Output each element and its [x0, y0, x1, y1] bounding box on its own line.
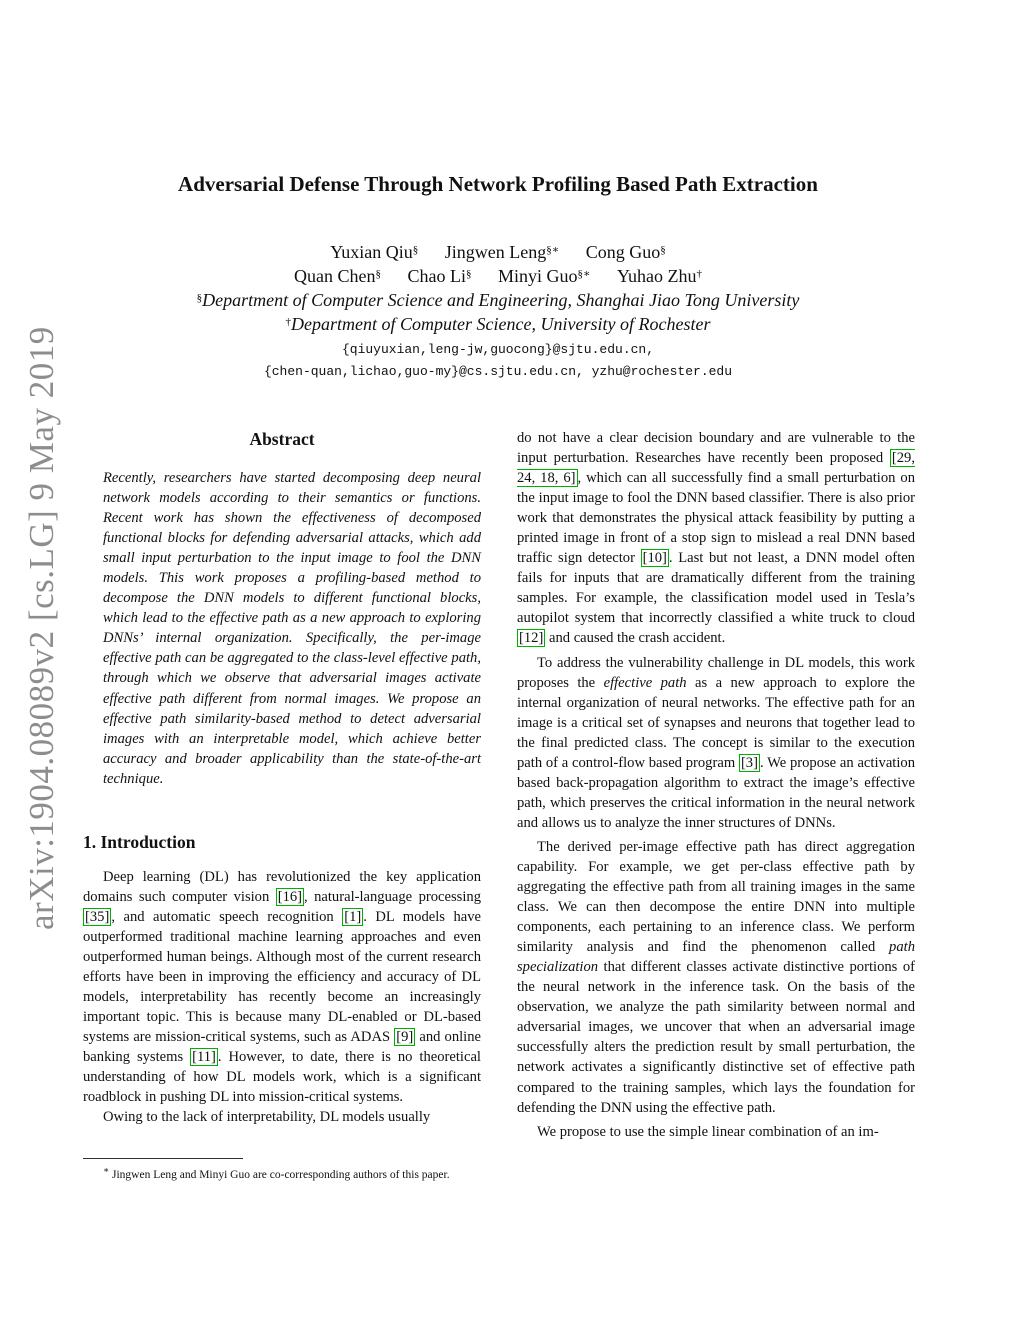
author-row	[80, 240, 916, 264]
author-name: Cong Guo§	[585, 242, 666, 262]
right-column	[517, 428, 915, 1142]
author-name: Minyi Guo§∗	[497, 266, 591, 286]
abstract-text: Recently, researchers have started decomposing deep neural network models according to their semantics or functions. Recent work has shown the effectiveness of decomposed functional blocks for defending adversarial attacks, which add small input perturbation to the input image to fool the DNN models. This work proposes a profiling-based method to decompose the DNN models to different functional blocks, which lead to the effective path as a new approach to exploring DNNs’ internal organization. Specifically, the per-image effective path can be aggregated to the class-level effective path, through which we observe that adversarial images activate effective path different from normal images. We propose an effective path similarity-based method to detect adversarial images with an interpretable model, which achieve better accuracy and broader applicability than the state-of-the-art technique.	[103, 470, 481, 787]
intro-paragraph-2-continued: do not have a clear decision boundary and are vulnerable to the input perturbation. Researches have recently been proposed [29, 24, 18, 6] , which can all successfully find a small perturbation on the input image to fool the DNN based classifier. There is also prior work that demonstrates the physical attack feasibility by putting a printed image in front of a stop sign to mislead a real DNN based traffic sign detector [10] . Last but not least, a DNN model often fails for inputs that are dramatically different from the training samples. For example, the classification model used in Tesla’s autopilot system that incorrectly classified a white truck to cloud [12] and caused the crash accident.	[517, 430, 915, 647]
author-block	[80, 240, 916, 382]
citation-link[interactable]: [35]	[85, 908, 110, 925]
affiliation-rochester: †Department of Computer Science, University of Rochester	[285, 314, 711, 334]
email-line: {chen-quan,lichao,guo-my}@cs.sjtu.edu.cn, yzhu@rochester.edu	[263, 364, 733, 379]
affiliation-sjtu: §Department of Computer Science and Engineering, Shanghai Jiao Tong University	[196, 290, 800, 310]
intro-paragraph-5-start: We propose to use the simple linear combination of an im-	[537, 1123, 879, 1140]
footnote-rule	[83, 1158, 243, 1159]
arxiv-identifier-stamp: arXiv:1904.08089v2 [cs.LG] 9 May 2019	[22, 326, 61, 930]
author-name: Chao Li§	[407, 266, 472, 286]
author-name: Yuxian Qiu§	[330, 242, 419, 262]
paper-title: Adversarial Defense Through Network Profiling Based Path Extraction	[178, 172, 818, 196]
author-name: Jingwen Leng§∗	[444, 242, 560, 262]
citation-link[interactable]: [11]	[192, 1049, 216, 1066]
footnote: ∗ Jingwen Leng and Minyi Guo are co-corresponding authors of this paper.	[103, 1165, 450, 1181]
citation-link[interactable]: [3]	[740, 754, 758, 771]
citation-link[interactable]: [29, 24, 18, 6]	[517, 450, 915, 487]
author-emails	[80, 338, 916, 382]
intro-paragraph-4: The derived per-image effective path has direct aggregation capability. For example, we get per-class effective path by aggregating the effective path from all training images in the same class. We can then decompose the entire DNN into multiple components, each pertaining to an inference class. We perform similarity analysis and find the phenomenon called path specialization that different classes activate distinctive portions of the neural network in the inference task. On the basis of the observation, we analyze the path similarity between normal and adversarial images, we uncover that when an adversarial image successfully alters the prediction result by small perturbation, the network activates a significantly distinctive set of effective path compared to the training samples, which lays the foundation for defending the DNN using the effective path.	[517, 838, 915, 1116]
author-name: Quan Chen§	[294, 266, 381, 286]
citation-link[interactable]: [12]	[519, 630, 544, 647]
intro-paragraph-1: Deep learning (DL) has revolutionized the key application domains such computer vision [16] , natural-language processing [35] , and automatic speech recognition [1] . DL models have outperformed traditional machine learning approaches and even outperformed human beings. Although most of the current research efforts have been in improving the efficiency and accuracy of DL models, interpretability has recently become an increasingly important topic. This is because many DL-enabled or DL-based systems are mission-critical systems, such as ADAS [9] and online banking systems [11] . However, to date, there is no theoretical understanding of how DL models work, which is a significant roadblock in pushing DL into mission-critical systems.	[83, 868, 481, 1106]
intro-paragraph-2-start: Owing to the lack of interpretability, DL models usually	[103, 1109, 431, 1126]
citation-link[interactable]: [10]	[642, 550, 667, 567]
author-row	[80, 264, 916, 288]
citation-link[interactable]: [1]	[344, 908, 362, 925]
left-column	[83, 428, 481, 1127]
author-name: Yuhao Zhu†	[616, 266, 702, 286]
citation-link[interactable]: [16]	[277, 888, 303, 905]
email-line: {qiuyuxian,leng-jw,guocong}@sjtu.edu.cn,	[341, 342, 655, 357]
citation-link[interactable]: [9]	[396, 1029, 414, 1046]
abstract-heading: Abstract	[249, 429, 315, 449]
intro-paragraph-3: To address the vulnerability challenge in DL models, this work proposes the effective path as a new approach to explore the internal organization of neural networks. The effective path for an image is a critical set of synapses and neurons that together lead to the final predicted class. The concept is similar to the execution path of a control-flow based program [3] . We propose an activation based back-propagation algorithm to extract the image’s effective path, which preserves the critical information in the neural network and allows us to analyze the inner structures of DNNs.	[517, 654, 916, 831]
section-heading-introduction: 1. Introduction	[83, 831, 196, 852]
